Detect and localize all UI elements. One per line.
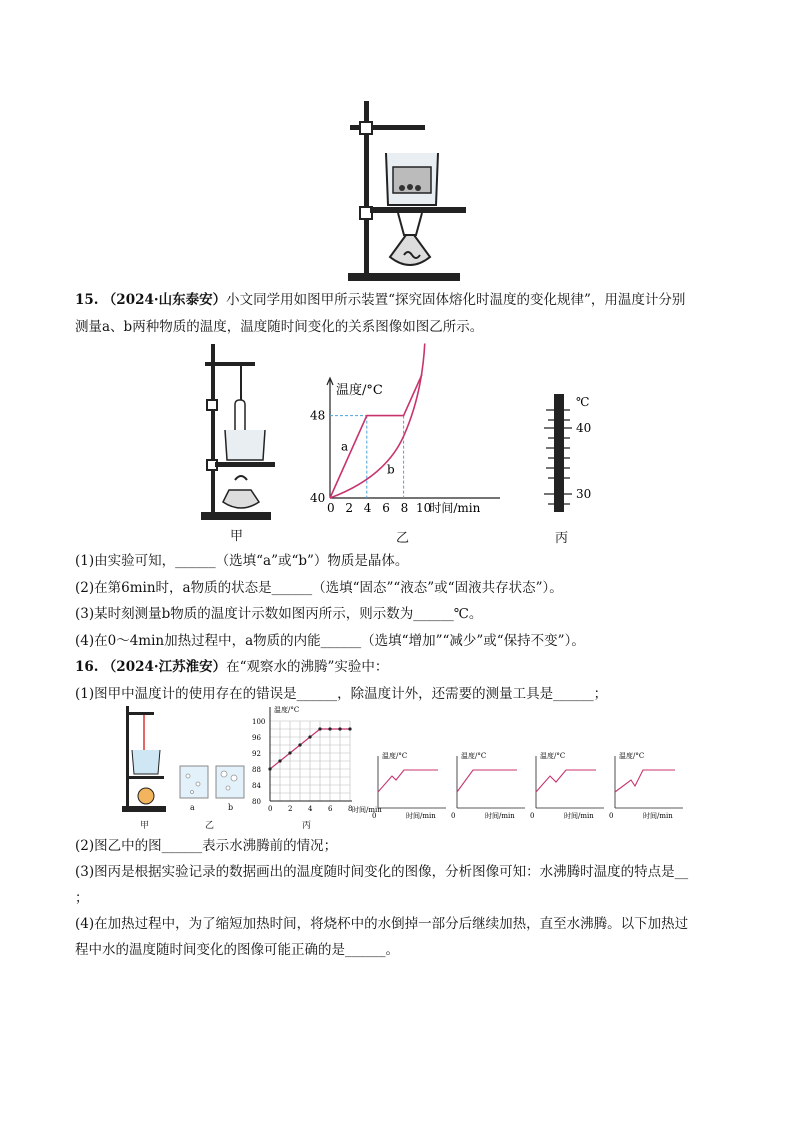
q16-sub3-end: ； <box>75 890 89 906</box>
chart2-xtick-0: 0 <box>268 805 273 813</box>
q16-fig-yi-beakers <box>178 762 248 802</box>
option-2-curve <box>457 770 517 792</box>
q15-sub3: (3)某时刻测量b物质的温度计示数如图丙所示，则示数为______℃。 <box>75 606 483 622</box>
q15-fig-label-yi: 乙 <box>396 531 410 546</box>
chart2-xtick-6: 6 <box>328 805 333 813</box>
chart2-ytick-88: 88 <box>252 766 261 774</box>
chart1-xtick-10: 10 <box>416 501 432 515</box>
q15-source: （2024·山东泰安） <box>102 292 227 308</box>
q15-fig-label-jia: 甲 <box>230 529 244 544</box>
q16-number: 16. <box>75 659 99 675</box>
chart2-point <box>348 727 351 730</box>
chart2-point <box>328 727 331 730</box>
option-1-curve <box>378 770 438 792</box>
chart1-xlabel: 时间/min <box>429 501 481 515</box>
chart1-xtick-4: 4 <box>363 501 372 515</box>
chart2-point <box>268 767 271 770</box>
chart2-xtick-2: 2 <box>288 805 293 813</box>
chart1-ylabel: 温度/°C <box>336 383 383 398</box>
chart1-xtick-0: 0 <box>327 501 335 515</box>
q15-stem-line2: 测量a、b两种物质的温度，温度随时间变化的关系图像如图乙所示。 <box>75 319 484 335</box>
q16-sub4-line2: 程中水的温度随时间变化的图像可能正确的是______。 <box>75 942 399 958</box>
q15-stem-text1: 小文同学用如图甲所示装置“探究固体熔化时温度的变化规律”，用温度计分别 <box>226 292 686 308</box>
option-3-curve <box>536 770 596 792</box>
q16-beaker-label-b: b <box>228 803 234 812</box>
chart2-point <box>298 743 301 746</box>
q15-sub2: (2)在第6min时，a物质的状态是______（选填“固态”“液态”或“固液共存状态”）。 <box>75 580 563 596</box>
q16-sub1: (1)图甲中温度计的使用存在的错误是______，除温度计外，还需要的测量工具是______； <box>75 686 608 702</box>
chart2-point <box>278 759 281 762</box>
chart2-point <box>288 751 291 754</box>
q16-fig-label-yi: 乙 <box>205 821 215 831</box>
chart2-ytick-100: 100 <box>252 718 266 726</box>
option-2-ylabel: 温度/°C <box>461 752 487 760</box>
option-3-ylabel: 温度/°C <box>540 752 566 760</box>
chart1-series-b <box>330 344 425 499</box>
thermo-tick-40: 40 <box>576 421 592 435</box>
chart1-xtick-6: 6 <box>382 501 390 515</box>
chart2-xtick-8: 8 <box>348 805 353 813</box>
chart2-point <box>338 727 341 730</box>
chart2-point <box>308 735 311 738</box>
option-1-origin: 0 <box>372 812 377 820</box>
chart1-label-b: b <box>387 462 395 477</box>
option-3-origin: 0 <box>530 812 535 820</box>
q15-fig-label-bing: 丙 <box>555 531 569 546</box>
q15-number: 15. <box>75 292 99 308</box>
q16-stem-text: 在“观察水的沸腾”实验中： <box>226 659 389 675</box>
q15-fig-yi-chart <box>300 372 505 527</box>
option-4-curve <box>615 770 675 792</box>
q15-stem-line1 <box>75 290 685 310</box>
q16-fig-bing-chart <box>250 705 382 817</box>
chart2-xlabel: 时间/min <box>352 806 382 814</box>
chart2-ytick-92: 92 <box>252 750 261 758</box>
q15-sub4: (4)在0～4min加热过程中，a物质的内能______（选填“增加”“减少”或“保持不变”）。 <box>75 633 585 649</box>
option-4-xlabel: 时间/min <box>643 812 673 820</box>
chart1-xtick-2: 2 <box>345 501 354 515</box>
top-apparatus-figure <box>340 95 480 285</box>
q16-source: （2024·江苏淮安） <box>102 659 227 675</box>
q16-sub4-line1: (4)在加热过程中，为了缩短加热时间，将烧杯中的水倒掉一部分后继续加热，直至水沸腾。以下加热过 <box>75 916 689 932</box>
chart2-xtick-4: 4 <box>308 805 313 813</box>
option-4-origin: 0 <box>609 812 614 820</box>
q16-fig-label-bing: 丙 <box>302 821 312 831</box>
option-2-xlabel: 时间/min <box>485 812 515 820</box>
chart2-ytick-80: 80 <box>252 798 261 806</box>
thermo-tick-30: 30 <box>576 487 592 501</box>
q15-fig-bing-thermometer <box>540 390 605 515</box>
q16-fig-jia-apparatus <box>118 702 170 814</box>
option-3-xlabel: 时间/min <box>564 812 594 820</box>
chart1-label-a: a <box>341 439 349 454</box>
q16-stem-line <box>75 657 388 677</box>
chart1-ytick-48: 48 <box>310 408 326 423</box>
q16-option-graphs <box>370 748 690 820</box>
option-1-xlabel: 时间/min <box>406 812 436 820</box>
q15-fig-jia-apparatus <box>195 340 280 525</box>
option-1-ylabel: 温度/°C <box>382 752 408 760</box>
chart2-point <box>318 727 321 730</box>
option-2-origin: 0 <box>451 812 456 820</box>
q16-fig-label-jia: 甲 <box>140 821 150 831</box>
q16-sub2: (2)图乙中的图______表示水沸腾前的情况； <box>75 838 338 854</box>
chart1-ytick-40: 40 <box>310 491 326 505</box>
chart2-ytick-84: 84 <box>252 782 261 790</box>
chart2-ytick-96: 96 <box>252 734 261 742</box>
option-4-ylabel: 温度/°C <box>619 752 645 760</box>
q16-sub3: (3)图丙是根据实验记录的数据画出的温度随时间变化的图像，分析图像可知：水沸腾时温度的特点是__ <box>75 864 689 880</box>
q15-sub1: (1)由实验可知，______（选填“a”或“b”）物质是晶体。 <box>75 553 409 569</box>
chart2-ylabel: 温度/°C <box>274 706 300 714</box>
chart1-xtick-8: 8 <box>400 501 409 515</box>
thermo-unit: ℃ <box>576 395 590 409</box>
q16-beaker-label-a: a <box>190 803 195 812</box>
